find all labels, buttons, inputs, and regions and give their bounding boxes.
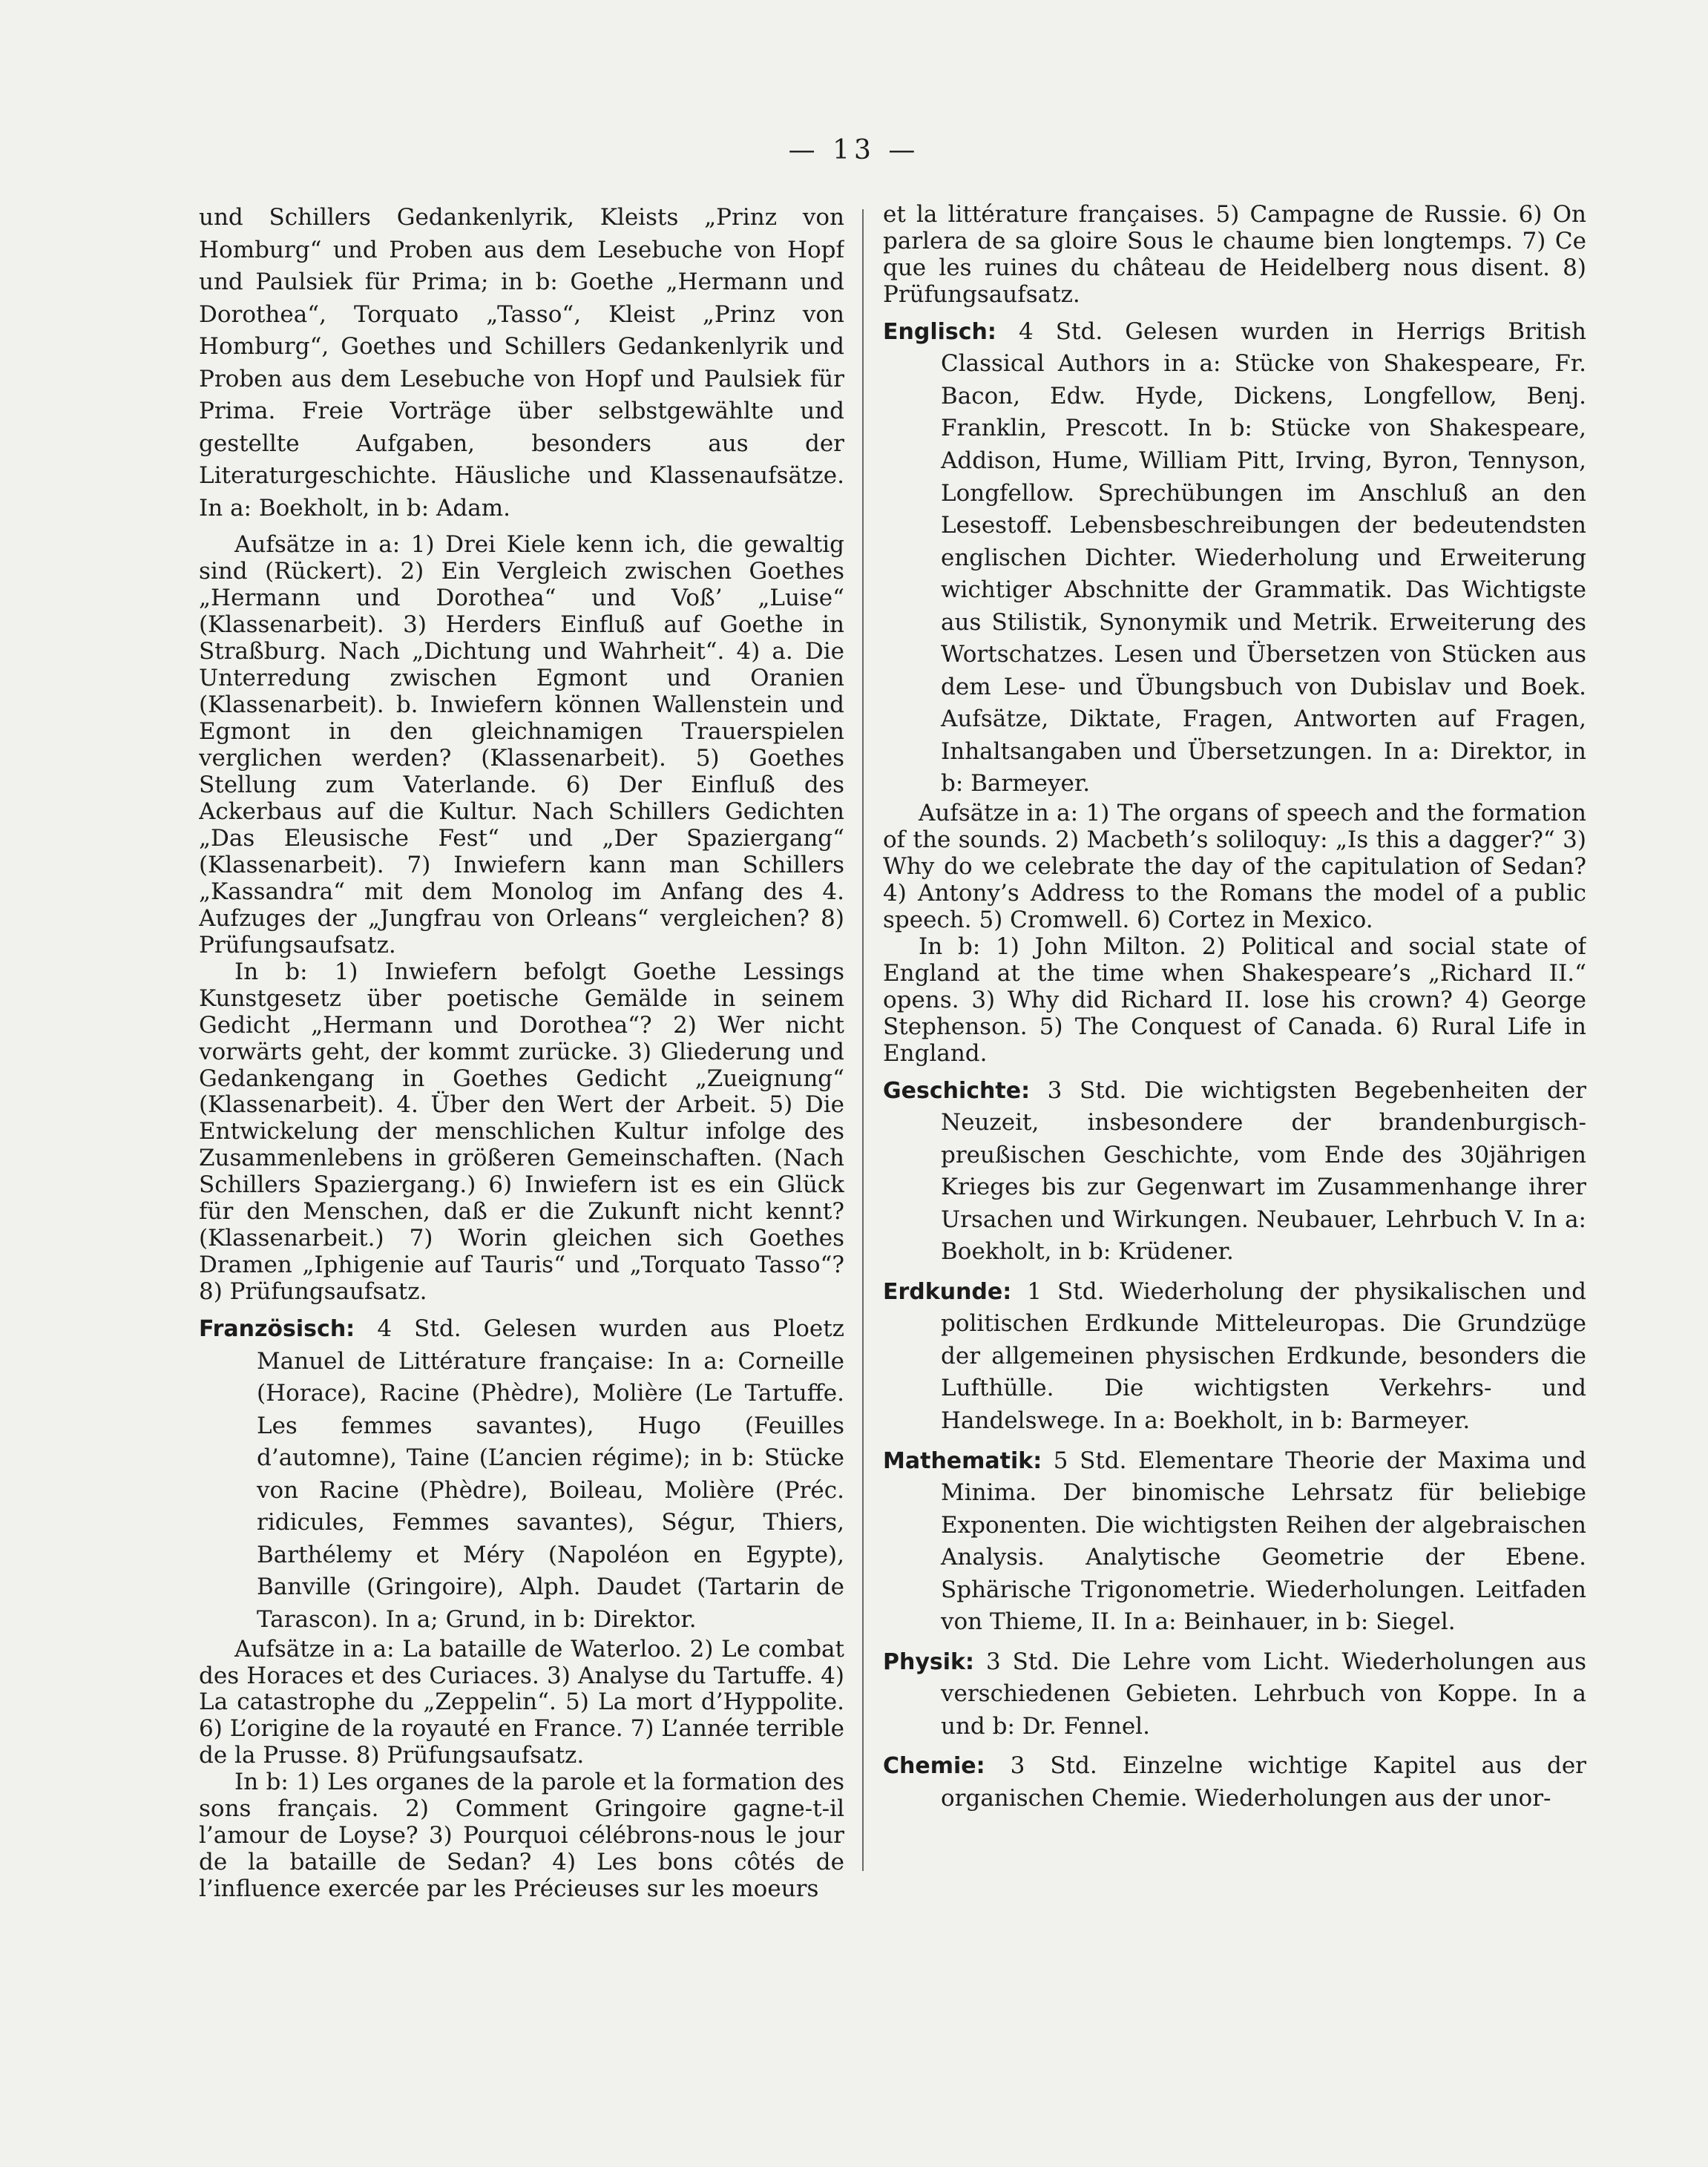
subject-franzoesisch <box>199 1313 844 1636</box>
right-paragraph-aufsaetze-engl-b: In b: 1) John Milton. 2) Political and social state of England at the time when Shakespeare’s „Richard II.“ opens. 3) Why did Richard II. lose his crown? 4) George Stephenson. 5) The Conquest of Canada. 6) Rural Life in England. <box>883 933 1586 1067</box>
subject-physik <box>883 1646 1586 1743</box>
subject-physik-label: Physik: <box>883 1648 974 1675</box>
subject-englisch-text: 4 Std. Gelesen wurden in Herrigs British Classical Authors in a: Stücke von Shakespeare, Fr. Bacon, Edw. Hyde, Dickens, Longfellow, Benj. Franklin, Prescott. In b: Stücke von Shakespeare, Addison, Hume, William Pitt, Irving, Byron, Tennyson, Longfellow. Sprechübungen im Anschluß an den Lesestoff. Lebensbeschreibungen der bedeutendsten englischen Dichter. Wiederholung und Erweiterung wichtiger Abschnitte der Grammatik. Das Wichtigste aus Stilistik, Synonymik und Metrik. Erweiterung des Wortschatzes. Lesen und Übersetzen von Stücken aus dem Lese- und Übungsbuch von Dubislav und Boek. Aufsätze, Diktate, Fragen, Antworten auf Fragen, Inhaltsangaben und Übersetzungen. In a: Direktor, in b: Barmeyer. <box>941 318 1586 798</box>
page-number: — 13 — <box>788 135 920 165</box>
right-paragraph-franz-continued: et la littérature françaises. 5) Campagne de Russie. 6) On parlera de sa gloire Sous le chaume bien longtemps. 7) Ce que les ruines du château de Heidelberg nous disent. 8) Prüfungsaufsatz. <box>883 202 1586 308</box>
subject-englisch <box>883 316 1586 800</box>
subject-chemie-label: Chemie: <box>883 1753 985 1780</box>
subject-mathematik-label: Mathematik: <box>883 1447 1042 1474</box>
subject-mathematik-text: 5 Std. Elementare Theorie der Maxima und Minima. Der binomische Lehrsatz für beliebige Exponenten. Die wichtigsten Reihen der algebraischen Analysis. Analytische Geometrie der Ebene. Sphärische Trigonometrie. Wiederholungen. Leitfaden von Thieme, II. In a: Beinhauer, in b: Siegel. <box>941 1447 1586 1636</box>
subject-englisch-label: Englisch: <box>883 318 996 345</box>
subject-erdkunde-label: Erdkunde: <box>883 1278 1012 1305</box>
subject-geschichte-text: 3 Std. Die wichtigsten Begebenheiten der Neuzeit, insbesondere der brandenburgisch-preußischen Geschichte, vom Ende des 30jährigen Krieges bis zur Gegenwart im Zusammenhange ihrer Ursachen und Wirkungen. Neubauer, Lehrbuch V. In a: Boekholt, in b: Krüdener. <box>941 1076 1586 1266</box>
column-divider <box>862 209 864 1871</box>
subject-physik-text: 3 Std. Die Lehre vom Licht. Wiederholungen aus verschiedenen Gebieten. Lehrbuch von Koppe. In a und b: Dr. Fennel. <box>941 1648 1586 1740</box>
subject-chemie-text: 3 Std. Einzelne wichtige Kapitel aus der organischen Chemie. Wiederholungen aus der unor- <box>941 1752 1586 1812</box>
subject-erdkunde <box>883 1276 1586 1438</box>
left-paragraph-aufsaetze-b: In b: 1) Inwiefern befolgt Goethe Lessings Kunstgesetz über poetische Gemälde in seinem Gedicht „Hermann und Dorothea“? 2) Wer nicht vorwärts geht, der kommt zurücke. 3) Gliederung und Gedankengang in Goethes Gedicht „Zueignung“ (Klassenarbeit). 4. Über den Wert der Arbeit. 5) Die Entwickelung der menschlichen Kultur infolge des Zusammenlebens in größeren Gemeinschaften. (Nach Schillers Spaziergang.) 6) Inwiefern ist es ein Glück für den Menschen, daß er die Zukunft nicht kennt? (Klassenarbeit.) 7) Worin gleichen sich Goethes Dramen „Iphigenie auf Tauris“ und „Torquato Tasso“? 8) Prüfungsaufsatz. <box>199 958 844 1306</box>
subject-geschichte <box>883 1075 1586 1269</box>
subject-franzoesisch-text: 4 Std. Gelesen wurden aus Ploetz Manuel de Littérature française: In a: Corneille (Horace), Racine (Phèdre), Molière (Le Tartuffe. Les femmes savantes), Hugo (Feuilles d’automne), Taine (L’ancien régime); in b: Stücke von Racine (Phèdre), Boileau, Molière (Préc. ridicules, Femmes savantes), Ségur, Thiers, Barthélemy et Méry (Napoléon en Egypte), Banville (Gringoire), Alph. Daudet (Tartarin de Tarascon). In a; Grund, in b: Direktor. <box>257 1315 844 1634</box>
subject-erdkunde-text: 1 Std. Wiederholung der physikalischen und politischen Erdkunde Mitteleuropas. Die Grundzüge der allgemeinen physischen Erdkunde, besonders die Lufthülle. Die wichtigsten Verkehrs- und Handelswege. In a: Boekholt, in b: Barmeyer. <box>941 1277 1586 1435</box>
left-paragraph-aufsaetze-a: Aufsätze in a: 1) Drei Kiele kenn ich, die gewaltig sind (Rückert). 2) Ein Vergleich zwischen Goethes „Hermann und Dorothea“ und Voß’ „Luise“ (Klassenarbeit). 3) Herders Einfluß auf Goethe in Straßburg. Nach „Dichtung und Wahrheit“. 4) a. Die Unterredung zwischen Egmont und Oranien (Klassenarbeit). b. Inwiefern können Wallenstein und Egmont in den gleichnamigen Trauerspielen verglichen werden? (Klassenarbeit). 5) Goethes Stellung zum Vaterlande. 6) Der Einfluß des Ackerbaus auf die Kultur. Nach Schillers Gedichten „Das Eleusische Fest“ und „Der Spaziergang“ (Klassenarbeit). 7) Inwiefern kann man Schillers „Kassandra“ mit dem Monolog im Anfang des 4. Aufzuges der „Jungfrau von Orleans“ vergleichen? 8) Prüfungsaufsatz. <box>199 531 844 958</box>
left-paragraph-deutsch-readings: und Schillers Gedankenlyrik, Kleists „Prinz von Homburg“ und Proben aus dem Lesebuche von Hopf und Paulsiek für Prima; in b: Goethe „Hermann und Dorothea“, Torquato „Tasso“, Kleist „Prinz von Homburg“, Goethes und Schillers Gedankenlyrik und Proben aus dem Lesebuche von Hopf und Paulsiek für Prima. Freie Vorträge über selbstgewählte und gestellte Aufgaben, besonders aus der Literaturgeschichte. Häusliche und Klassenaufsätze. In a: Boekholt, in b: Adam. <box>199 204 844 522</box>
right-paragraph-aufsaetze-engl-a: Aufsätze in a: 1) The organs of speech and the formation of the sounds. 2) Macbeth’s soliloquy: „Is this a dagger?“ 3) Why do we celebrate the day of the capitulation of Sedan? 4) Antony’s Address to the Romans the model of a public speech. 5) Cromwell. 6) Cortez in Mexico. <box>883 800 1586 933</box>
subject-chemie <box>883 1750 1586 1815</box>
left-paragraph-aufsaetze-franz-b: In b: 1) Les organes de la parole et la formation des sons français. 2) Comment Gringoire gagne-t-il l’amour de Loyse? 3) Pourquoi célébrons-nous le jour de la bataille de Sedan? 4) Les bons côtés de l’influence exercée par les Précieuses sur les moeurs <box>199 1769 844 1903</box>
left-column <box>199 202 844 2012</box>
subject-franzoesisch-label: Französisch: <box>199 1316 355 1343</box>
subject-mathematik <box>883 1445 1586 1639</box>
right-column <box>883 202 1586 2012</box>
subject-geschichte-label: Geschichte: <box>883 1077 1031 1104</box>
left-paragraph-aufsaetze-franz-a: Aufsätze in a: La bataille de Waterloo. 2) Le combat des Horaces et des Curiaces. 3) Analyse du Tartuffe. 4) La catastrophe du „Zeppelin“. 5) La mort d’Hyppolite. 6) L’origine de la royauté en France. 7) L’année terrible de la Prusse. 8) Prüfungsaufsatz. <box>199 1635 844 1769</box>
